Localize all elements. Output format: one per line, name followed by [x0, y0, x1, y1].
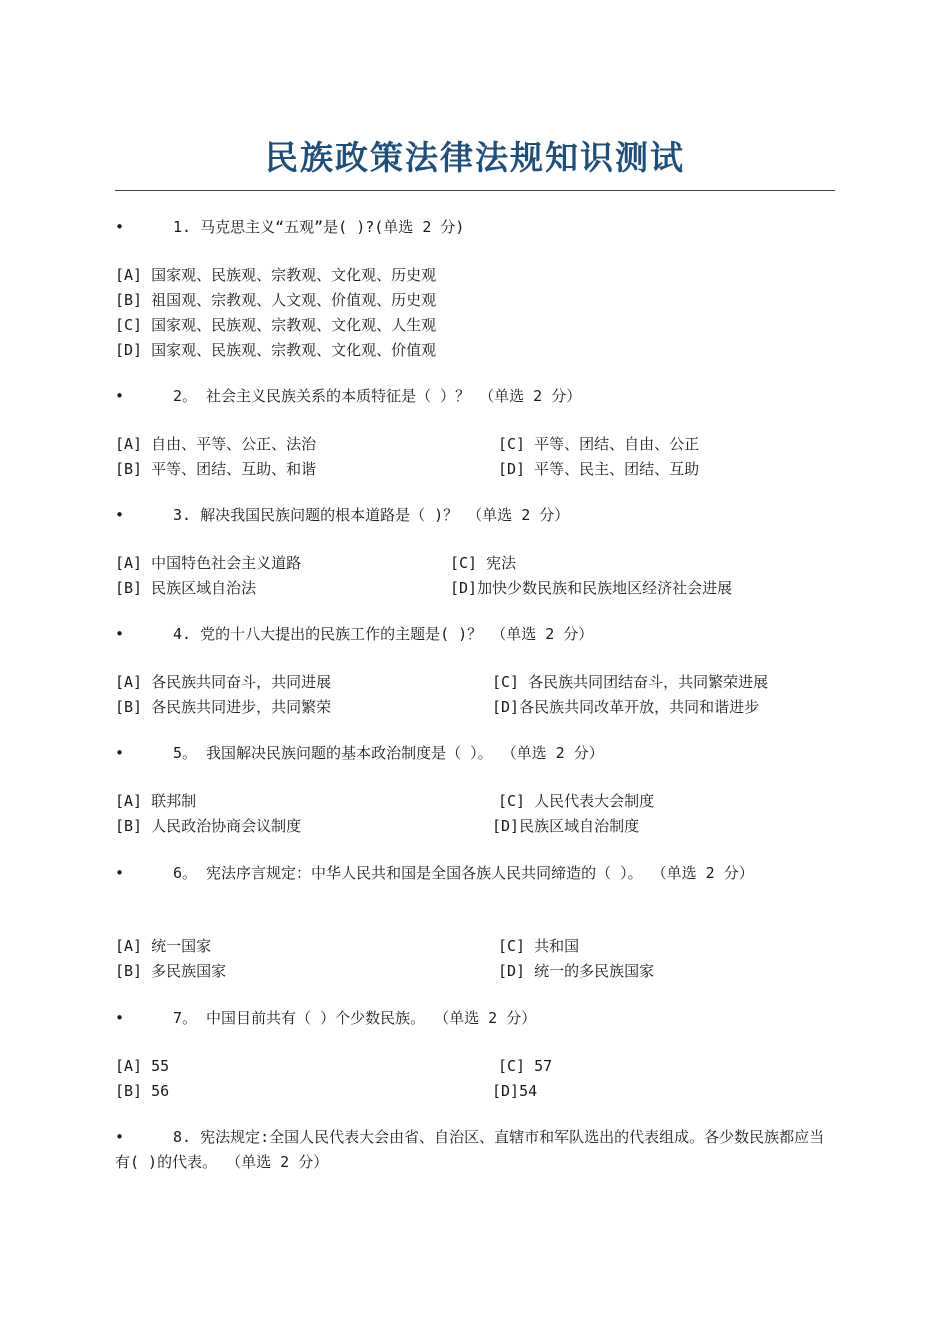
question-3: [115, 503, 827, 528]
question-1: [115, 215, 827, 240]
bullet-icon: •: [115, 744, 125, 762]
bullet-icon: •: [115, 1009, 125, 1027]
bullet-icon: •: [115, 625, 125, 643]
option-a: [A] 55: [115, 1057, 170, 1075]
option-a: [A] 自由、平等、公正、法治: [115, 435, 317, 453]
option-a: [A] 各民族共同奋斗，共同进展: [115, 673, 332, 691]
question-text: 7。 中国目前共有（ ）个少数民族。 （单选 2 分）: [173, 1009, 537, 1027]
question-6: [115, 861, 827, 886]
question-text: 3. 解决我国民族问题的根本道路是（ )？ （单选 2 分）: [173, 506, 570, 524]
option-b: [B] 人民政治协商会议制度: [115, 817, 302, 835]
question-8: [115, 1125, 827, 1175]
question-text: 2。 社会主义民族关系的本质特征是（ ）？ （单选 2 分）: [173, 387, 582, 405]
option-b: [B] 各民族共同进步，共同繁荣: [115, 698, 332, 716]
option-c: [C] 国家观、民族观、宗教观、文化观、人生观: [115, 316, 437, 334]
option-d: [D]各民族共同改革开放，共同和谐进步: [492, 698, 760, 716]
question-text: 4. 党的十八大提出的民族工作的主题是( )？ （单选 2 分）: [173, 625, 594, 643]
question-text: 8. 宪法规定:全国人民代表大会由省、自治区、直辖市和军队选出的代表组成。各少数民族都应当有( )的代表。 （单选 2 分）: [115, 1128, 825, 1171]
title-divider: [115, 190, 835, 191]
option-a: [A] 联邦制: [115, 792, 197, 810]
option-d: [D] 统一的多民族国家: [498, 962, 655, 980]
option-a: [A] 国家观、民族观、宗教观、文化观、历史观: [115, 266, 437, 284]
option-b: [B] 平等、团结、互助、和谐: [115, 460, 317, 478]
option-c: [C] 平等、团结、自由、公正: [498, 435, 700, 453]
bullet-icon: •: [115, 1128, 125, 1146]
question-text: 5。 我国解决民族问题的基本政治制度是（ ）。 （单选 2 分）: [173, 744, 604, 762]
question-text: 1. 马克思主义“五观”是( )?(单选 2 分): [173, 218, 465, 236]
bullet-icon: •: [115, 506, 125, 524]
option-d: [D]54: [492, 1082, 538, 1100]
option-d: [D]加快少数民族和民族地区经济社会进展: [450, 579, 733, 597]
option-a: [A] 统一国家: [115, 937, 212, 955]
question-2: [115, 384, 827, 409]
bullet-icon: •: [115, 218, 125, 236]
bullet-icon: •: [115, 387, 125, 405]
page-title: 民族政策法律法规知识测试: [265, 138, 685, 177]
option-d: [D]民族区域自治制度: [492, 817, 640, 835]
option-c: [C] 共和国: [498, 937, 580, 955]
option-b: [B] 祖国观、宗教观、人文观、价值观、历史观: [115, 291, 437, 309]
question-7: [115, 1006, 827, 1031]
option-b: [B] 民族区域自治法: [115, 579, 257, 597]
option-c: [C] 各民族共同团结奋斗，共同繁荣进展: [492, 673, 769, 691]
question-text: 6。 宪法序言规定：中华人民共和国是全国各族人民共同缔造的（ ）。 （单选 2 分）: [173, 864, 754, 882]
option-c: [C] 宪法: [450, 554, 517, 572]
question-5: [115, 741, 827, 766]
option-b: [B] 多民族国家: [115, 962, 227, 980]
option-c: [C] 57: [498, 1057, 553, 1075]
question-4: [115, 622, 827, 647]
option-c: [C] 人民代表大会制度: [498, 792, 655, 810]
option-d: [D] 平等、民主、团结、互助: [498, 460, 700, 478]
option-d: [D] 国家观、民族观、宗教观、文化观、价值观: [115, 341, 437, 359]
option-b: [B] 56: [115, 1082, 170, 1100]
option-a: [A] 中国特色社会主义道路: [115, 554, 302, 572]
bullet-icon: •: [115, 864, 125, 882]
